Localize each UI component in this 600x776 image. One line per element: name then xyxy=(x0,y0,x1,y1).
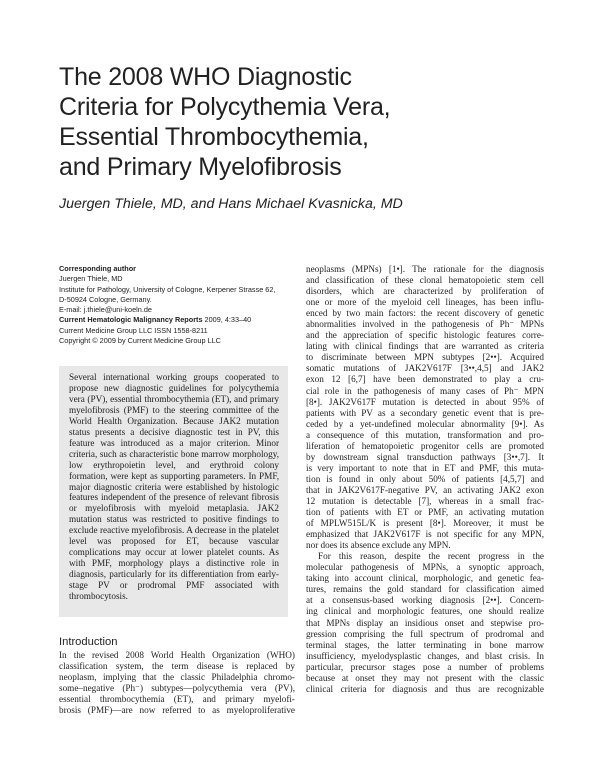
text-line: neoplasm, implying that the classic Philadelphia chromo- xyxy=(59,672,295,683)
text-line: by downstream signal transduction pathways [3••,7]. It xyxy=(306,451,544,462)
text-line: liferation of hematopoietic progenitor cells are promoted xyxy=(306,440,544,451)
title-line: The 2008 WHO Diagnostic xyxy=(59,63,352,91)
journal-name: Current Hematologic Malignancy Reports xyxy=(59,315,203,325)
journal-citation xyxy=(59,315,299,325)
article-title xyxy=(59,62,499,182)
text-line: particular, precursor stages pose a number of problems xyxy=(306,661,544,672)
title-line: Criteria for Polycythemia Vera, xyxy=(59,93,391,121)
citation-detail: 2009, 4:33–40 xyxy=(202,315,252,325)
text-line: disorders, which are characterized by proliferation of xyxy=(306,286,544,297)
author-line: Juergen Thiele, MD, and Hans Michael Kvasnicka, MD xyxy=(59,196,403,212)
text-line: a consequence of this mutation, transformation and pro- xyxy=(306,429,544,440)
issn-line: Current Medicine Group LLC ISSN 1558-8211 xyxy=(59,325,208,335)
text-line: to discriminate between MPN subtypes [2••]. Acquired xyxy=(306,352,544,363)
text-line: one or more of the myeloid cell lineages, has been influ- xyxy=(306,297,544,308)
text-line: abnormalities involved in the pathogenesis of Ph⁻ MPNs xyxy=(306,319,544,330)
text-line: some–negative (Ph⁻) subtypes—polycythemia vera (PV), xyxy=(59,683,295,694)
text-line: clinical criteria for diagnosis and thus are recognizable xyxy=(306,683,544,694)
title-line: Essential Thrombocythemia, xyxy=(59,123,369,151)
corresponding-address: Institute for Pathology, University of Cologne, Kerpener Strasse 62, xyxy=(59,284,276,294)
text-line: classification system, the term disease is replaced by xyxy=(59,661,295,672)
right-column-text xyxy=(306,264,544,776)
text-line: insufficiency, myelodysplastic changes, and blast crisis. In xyxy=(306,650,544,661)
text-line: 12 mutation is detectable [7], whereas in a small frac- xyxy=(306,495,544,506)
text-line: ing clinical and morphologic features, one should realize xyxy=(306,606,544,617)
text-line: enced by two main factors: the recent discovery of genetic xyxy=(306,308,544,319)
corresponding-email[interactable]: E-mail: j.thiele@uni-koeln.de xyxy=(59,305,152,315)
copyright-line: Copyright © 2009 by Current Medicine Group LLC xyxy=(59,336,221,346)
abstract-box: Several international working groups cooperated to propose new diagnostic guidelines for polycythemia vera (PV), essential thrombocythemia (ET), and primary myelofibrosis (PMF) to the steering committee of the World Health Organization. Because JAK2 mutation status presents a decisive diagnostic test in PV, this feature was introduced as a major criterion. Minor criteria, such as characteristic bone marrow morphology, low erythropoietin level, and erythroid colony formation, were kept as supporting parameters. In PMF, major diagnostic criteria were established by histologic features independent of the presence of relevant fibrosis or myelofibrosis with myeloid metaplasia. JAK2 mutation status was restricted to positive findings to exclude reactive myelofibrosis. A decrease in the platelet level was proposed for ET, because vascular complications may occur at lower platelet counts. As with PMF, morphology plays a distinctive role in diagnosis, particularly for its differentiation from early-stage PV or prodromal PMF associated with thrombocytosis. xyxy=(59,366,288,617)
text-line: that MPNs display an insidious onset and stepwise pro- xyxy=(306,617,544,628)
corresponding-name: Juergen Thiele, MD xyxy=(59,274,123,284)
text-line: and classification of these clonal hematopoietic stem cell xyxy=(306,275,544,286)
text-line: neoplasms (MPNs) [1•]. The rationale for the diagnosis xyxy=(306,264,544,274)
text-line: at a consensus-based working diagnosis [2••]. Concern- xyxy=(306,595,544,606)
text-line: is very important to note that in ET and PMF, this muta- xyxy=(306,462,544,473)
text-line: emphasized that JAK2V617F is not specific for any MPN, xyxy=(306,529,544,540)
text-line: patients with PV as a secondary genetic event that is pre- xyxy=(306,407,544,418)
text-line: of MPLW515L/K is present [8•]. Moreover, it must be xyxy=(306,518,544,529)
text-line: ceded by a yet-undefined molecular abnormality [9•]. As xyxy=(306,418,544,429)
text-line: molecular pathogenesis of MPNs, a synoptic approach, xyxy=(306,562,544,573)
text-line: exon 12 [6,7] have been demonstrated to play a cru- xyxy=(306,374,544,385)
title-line: and Primary Myelofibrosis xyxy=(59,153,342,181)
text-line: somatic mutations of JAK2V617F [3••,4,5] and JAK2 xyxy=(306,363,544,374)
section-heading-introduction: Introduction xyxy=(59,636,118,648)
text-line: tion of patients with ET or PMF, an activating mutation xyxy=(306,507,544,518)
text-line: In the revised 2008 World Health Organization (WHO) xyxy=(59,650,295,660)
text-line: brosis (PMF)—are now referred to as myeloproliferative xyxy=(59,705,295,716)
text-line: tion is found in only about 50% of patients [4,5,7] and xyxy=(306,473,544,484)
corresponding-heading: Corresponding author xyxy=(59,264,137,273)
text-line: terminal stages, the latter terminating in bone marrow xyxy=(306,639,544,650)
text-line: essential thrombocythemia (ET), and primary myelofi- xyxy=(59,694,295,705)
corresponding-author-block xyxy=(59,264,299,346)
text-line: taking into account clinical, morphologic, and genetic fea- xyxy=(306,573,544,584)
introduction-text xyxy=(59,650,295,774)
text-line: that in JAK2V617F-negative PV, an activating JAK2 exon xyxy=(306,484,544,495)
text-line: lating with clinical findings that are warranted as criteria xyxy=(306,341,544,352)
text-line: cial role in the pathogenesis of many cases of Ph⁻ MPN xyxy=(306,385,544,396)
text-line: tures, remains the gold standard for classification aimed xyxy=(306,584,544,595)
text-line: nor does its absence exclude any MPN. xyxy=(306,540,451,551)
text-line: For this reason, despite the recent progress in the xyxy=(318,551,544,562)
text-line: gression comprising the full spectrum of prodromal and xyxy=(306,628,544,639)
corresponding-address: D-50924 Cologne, Germany. xyxy=(59,294,152,304)
text-line: [8•]. JAK2V617F mutation is detected in about 95% of xyxy=(306,396,544,407)
text-line: because at onset they may not present with the classic xyxy=(306,672,544,683)
text-line: and the appreciation of specific histologic features corre- xyxy=(306,330,544,341)
